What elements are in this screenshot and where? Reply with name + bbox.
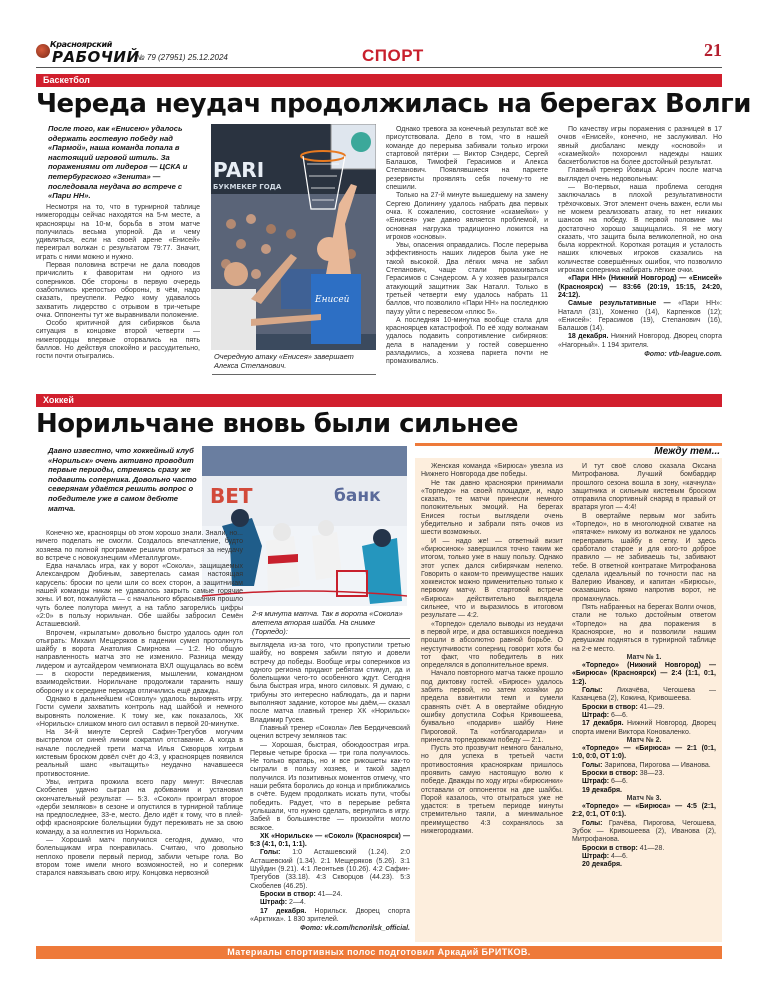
logo-main-text: РАБОЧИЙ: [52, 48, 140, 66]
penalty: [572, 853, 716, 861]
goals: [572, 762, 716, 770]
paragraph: И тут своё слово сказала Оксана Митрофанова. Лучший бомбардир прошлого сезона вошла в зону, «качнула» защитника и сильным кистевым броском отправила спортивный снаряд в правый от вратаря угол — 4:4!: [572, 463, 716, 512]
match-2: [572, 737, 716, 795]
paragraph: Конечно же, красноярцы об этом хорошо знали. Знали, но... ничего поделать не смогли. Создалось впечатление, будто хозяева по полной программе решили отыграться за неудачу во встрече с новокузнецким «Металлургом».: [36, 530, 243, 562]
paragraph: выглядела из-за того, что пропустили третью шайбу, но вовремя забили пятую и довели встречу до победы. Вообще игры соперников из одного региона придают ребятам стимул, да и болельщики чего-то особенного ждут. Сегодня была быстрая игра, много силовых. Я думаю, с трибуны это интересно наблюдать, да и парни выполняют задание, которое мы даём,— сказал после матча главный тренер ХК «Норильск» Владимир Гусев.: [250, 642, 410, 724]
match-date-venue: [250, 908, 410, 925]
penalty-value: 4—6.: [611, 852, 628, 860]
paragraph: По качеству игры поражения с разницей в 17 очков «Енисей», конечно, не заслуживал. Но явный дисбаланс между «основой» и «скамейкой» похоронил надежды наших баскетболистов на более достойный результат.: [558, 126, 722, 167]
match-1: [572, 654, 716, 737]
paragraph: Пусть это прозвучит немного банально, но для успеха в третьей части противостояния краснояркам пришлось проявить самую настоящую волю к победе. Дважды по ходу игры «бирюсинки» отставали от оппоненток на две шайбы. Порой казалось, что отыграться уже не удастся: в третьем периоде минуты стремительно таяли, а минимальное преимущество 4:3 сохранялось за нижегородками.: [421, 745, 563, 836]
paragraph: — Хорошая, быстрая, обоюдоострая игра. Первые четыре броска — три гола получилось. Не только вратарь, но и все рикошеты как-то сыграли в пользу хозяев, и такой задел получился. Из позитивных моментов отмечу, что наши ребята боролись до конца и приближались в счёте. Будем продолжать искать пути, чтобы победить. Радует, что в перерыве ребята услышали, что нужно сделать, вернулись в игру. Забей в большинстве — произойти могло всякое.: [250, 741, 410, 832]
newspaper-page: [36, 0, 751, 1000]
paragraph: Главный тренер «Сокола» Лев Бердичевский оценил встречу земляков так:: [250, 724, 410, 741]
photo-caption-hockey: 2-я минута матча. Так в ворота «Сокола» влетела вторая шайба. На снимке (Торпедо):: [252, 609, 403, 636]
caption-divider: [250, 638, 410, 639]
paragraph: Увы, опасения оправдались. После перерыва эффективность наших лидеров была уже не такой высокой. Два лёгких мяча не забил Степанович, чаще стали промахиваться Герасимов с Сэндерсом. А у хозяев разыгрался атакующий защитник Зак Наталл. Только в третьей четверти ему удалось набрать 11 баллов, что позволило «Пари НН» на последнюю паузу уйти с перевесом «плюс 5».: [386, 242, 548, 316]
shots-label: Броски в створ:: [260, 890, 316, 898]
paragraph: На 34-й минуте Сергей Сафин-Трегубов могучим выстрелом от синей линии сократил отставание. А когда в начале последней трети матча Илья Скворцов хитрым кистевым броском довёл счёт до 4:3, у красноярцев появился реальный шанс «вытащить» неудачно начавшееся противостояние.: [36, 729, 243, 778]
match-date: 17 декабря.: [582, 720, 624, 728]
shots-label: Броски в створ:: [582, 769, 638, 777]
paragraph: В овертайме первым мог забить «Торпедо», но в многолюдной схватке на «пятачке» никому из волжанок не удалось переправить шайбу в сетку. И здесь сработало старое и для кого-то доброе правило — не забиваешь ты, забивают тебе. В ответной контратаке Митрофанова сделала идеальный по точности пас на Валерию Иванову, и капитан «Бирюсы», оказавшись прямо напротив ворот, не промахнулась.: [572, 512, 716, 603]
rubric-hockey: Хоккей: [36, 394, 722, 407]
paragraph: Едва началась игра, как у ворот «Сокола», защищаемых Александром Дюбиным, завертелась самая настоящая карусель: броски по цели шли со всех сторон, а защитникам нашей команды никак не удавалось закрыть самые горячие зоны. И вот, пожалуйста — с начального вбрасывания прошло чуть более полутора минут, а на табло загорелись цифры «2:0» в пользу норильчан. Обе шайбы забросил Семён Асташевский.: [36, 563, 243, 629]
article-hockey-col2: [250, 642, 410, 942]
goals-text: 1:0 Асташевский (1.24). 2:0 Асташевский (1.34). 2:1 Мещеряков (5.26). 3:1 Шуйдин (9.21). 4:1 Леонтьев (10.26). 4:2 Сафин-Трегубов (33.18). 4:3 Скворцов (44.23). 5:3 Скобелев (46.25).: [250, 849, 410, 890]
logo-top-text: Красноярский: [50, 40, 113, 49]
paragraph: Женская команда «Бирюса» увезла из Нижнего Новгорода две победы.: [421, 463, 563, 479]
headline-basketball: Череда неудач продолжилась на берегах Волги: [36, 89, 751, 119]
sidebar-between: [415, 458, 722, 942]
penalty: [572, 712, 716, 720]
goals-label: Голы:: [582, 819, 603, 827]
goals: [250, 849, 410, 890]
masthead-divider: [36, 67, 722, 68]
match-venue: Нижний Новгород. Дворец спорта «Нагорный». 1 194 зрителя.: [558, 333, 722, 349]
sidebar-title: Между тем...: [654, 446, 720, 457]
goals: [572, 820, 716, 845]
match-venue: Нижний Новгород. Дворец спорта имени Виктора Коноваленко.: [572, 720, 716, 736]
photo-credit: Фото: vk.com/hcnorilsk_official.: [300, 925, 410, 933]
headline-hockey: Норильчане вновь были сильнее: [36, 409, 519, 439]
match-title: Матч № 3.: [626, 794, 662, 802]
goals-label: Голы:: [260, 849, 281, 857]
issue-number: № 79 (27951) 25.12.2024: [136, 53, 228, 62]
arena-ad-text-2: банк: [334, 486, 381, 506]
paragraph: «Торпедо» сделало выводы из неудачи в первой игре, и два оставшихся поединка прошли в абсолютно равной борьбе. О неуступчивости соперниц говорит хотя бы тот факт, что победитель в них определялся в дополнительное время.: [421, 620, 563, 670]
shots-value: 41—24.: [317, 890, 343, 898]
lead-hockey: Давно известно, что хоккейный клуб «Норильск» очень активно проводит первые периоды, стремясь сразу же подавить соперника. Довольно часто северянам удаётся решить вопрос о победителе уже в самом дебюте матча.: [48, 446, 197, 513]
penalty-label: Штраф:: [260, 899, 288, 907]
logo-emblem-icon: [36, 44, 50, 58]
shots-value: 41—28.: [639, 844, 665, 852]
sidebar-col1: [421, 463, 563, 939]
shots-label: Броски в створ:: [582, 844, 638, 852]
paragraph: Первая половина встречи не дала поводов причислить к фаворитам ни одного из соперников. Обе стороны в первую очередь озаботились крепостью обороны, в чём, надо сказать, преуспели. Редко кому удавалось захватить лидерство с отрывом в три-четыре очка. Оппоненты тут же выравнивали положение.: [36, 262, 200, 319]
match-date-venue: [572, 720, 716, 737]
penalty-value: 6—6.: [611, 711, 628, 719]
top-scorers-text: «Пари НН»: Наталл (31), Хоменко (14), Карпенков (12); «Енисей»: Герасимов (19), Степанович (16), Балашов (14).: [558, 300, 722, 333]
shots-value: 38—23.: [639, 769, 665, 777]
paragraph: Главный тренер Йовица Арсич после матча выглядел очень недовольным:: [558, 167, 722, 183]
pari-banner-text: PARI: [213, 158, 265, 182]
paragraph: Несмотря на то, что в турнирной таблице нижегородцы сейчас находятся на 5-м месте, а красноярцы на 10-м, борьба в этом матче получилась весьма упорной. Да и чему удивляться, если на своей арене «Енисей» переиграл волжан с результатом 79:77. Значит, играть с ними можно и нужно.: [36, 204, 200, 261]
lead-basketball: После того, как «Енисею» удалось одержать гостевую победу над «Пармой», наша команда попала в настоящий игровой штиль. За поражениями от лидеров — ЦСКА и петербургского «Зенита» — последовала неудача во встрече с «Пари НН».: [48, 124, 188, 201]
match-result: «Пари НН» (Нижний Новгород) — «Енисей» (Красноярск) — 83:66 (20:19, 15:15, 24:20, 24:12).: [558, 275, 722, 299]
rubric-basketball: Баскетбол: [36, 74, 722, 87]
paragraph: Особо критичной для сибиряков была ситуация в концовке второй четверти — нижегородцы впервые оторвались на пять баллов. Но действуя спокойно и рассудительно, гости почти отыгрались.: [36, 320, 200, 361]
match-venue: Норильск. Дворец спорта «Арктика». 1 830 зрителей.: [250, 907, 410, 923]
match-title: Матч № 1.: [626, 653, 662, 661]
goals-text: Лихачёва, Чегошева — Казанцева (2), Кожина, Кривошеева.: [572, 687, 716, 703]
paragraph: Пять набранных на берегах Волги очков, стали не только достойным ответом «Торпедо» на два поражения в Красноярске, но и позволили нашим девушкам подняться в турнирной таблице на 2-е место.: [572, 604, 716, 653]
match-title: Матч № 2.: [626, 736, 662, 744]
match-result: «Торпедо» — «Бирюса» — 4:5 (2:1, 2:2, 0:1, ОТ 0:1).: [572, 803, 716, 819]
photo-credit: Фото: vtb-league.com.: [644, 351, 722, 359]
goals-text: Грачёва, Пирогова, Чегошева, Зубок — Кривошеева (2), Иванова (2), Митрофанова.: [572, 819, 716, 844]
goals: [572, 687, 716, 704]
penalty-label: Штраф:: [582, 852, 610, 860]
penalty: [250, 899, 410, 907]
shots-value: 41—29.: [639, 703, 665, 711]
page-number: 21: [704, 40, 722, 60]
goals-text: Зарипова, Пирогова — Иванова.: [604, 761, 711, 769]
top-scorers: [558, 300, 722, 333]
shots: [250, 891, 410, 899]
penalty-value: 6—6.: [611, 778, 628, 786]
shots-label: Броски в створ:: [582, 703, 638, 711]
match-result: «Торпедо» — «Бирюса» — 2:1 (0:1, 1:0, 0:0, ОТ 1:0).: [572, 745, 716, 761]
match-date: 19 декабря.: [582, 786, 623, 794]
match-date: 18 декабря.: [568, 333, 609, 341]
paragraph: Однако тревога за конечный результат всё же присутствовала. Дело в том, что в нашей команде до перерыва забивали только игроки стартовой пятёрки — Виктор Сэндерс, Сергей Балашов, Тимофей Герасимов и Алекса Степанович. Появлявшиеся на паркете резервисты проявлять себя почему-то не спешили.: [386, 126, 548, 192]
shots: [572, 770, 716, 778]
match-date-venue: [558, 333, 722, 350]
jersey-text: Енисей: [315, 295, 350, 305]
penalty-value: 2—4.: [289, 899, 306, 907]
shots: [572, 704, 716, 712]
article-basketball-col3: [386, 126, 548, 390]
arena-ad-text: BET: [210, 484, 253, 508]
penalty-label: Штраф:: [582, 711, 610, 719]
shots: [572, 845, 716, 853]
paragraph: Увы, интрига прожила всего пару минут: Вячеслав Скобелев удачно сыграл на добивании и установил окончательный результат — 5:3. «Сокол» проиграл второе «дерби земляков» в сезоне и опустился в турнирной таблице на предпоследнее, 33-е, место. Дело идёт к тому, что в плей-офф красноярские болельщики будут переживать не за свою команду, а за коллектив из Норильска.: [36, 778, 243, 836]
article-basketball-col1: [36, 204, 200, 390]
paragraph: Не так давно красноярки принимали «Торпедо» на своей площадке, и, надо сказать, те матчи принесли немного положительных эмоций. На берегах Енисея гостьи выглядели очень убедительно и забрали пять очков из шести возможных.: [421, 479, 563, 537]
match-date: 17 декабря.: [260, 907, 307, 915]
match-result: «Торпедо» (Нижний Новгород) — «Бирюса» (Красноярск) — 2:4 (1:1, 0:1, 1:2).: [572, 662, 716, 686]
masthead: [36, 38, 722, 68]
article-hockey-col1: [36, 530, 243, 940]
paragraph: Однако в дальнейшем «Соколу» удалось выровнять игру. Гости сумели захватить контроль над шайбой и немного выровнять положение. К тому же, как показалось, ХК «Норильск» слишком много сил оставил в первой 20-минутке.: [36, 695, 243, 728]
newspaper-logo[interactable]: [36, 40, 140, 66]
paragraph: И — надо же! — ответный визит «бирюсинок» завершился точно таким же итогом, только уже в нашу пользу. Однако этот успех дался сибирячкам нелегко. Говорить о каком-то преимуществе наших хоккеисток можно применительно только к первому матчу. В стартовой встрече «Бирюса» действительно выглядела сильнее, что и выразилось в итоговом результате — 4:2.: [421, 537, 563, 620]
penalty: [572, 778, 716, 786]
paragraph: Впрочем, «крылатым» довольно быстро удалось один гол отыграть: Михаил Мещеряков в падении сумел протолкнуть шайбу в ворота Анатолия Смирнова — 1:2. Но общую направленность матча это не изменило. Разница между лидером и аутсайдером чемпионата ВХЛ ощущалась во всём — в скорости передвижения, мышлении, командном взаимодействии. Норильчане продолжали таранить нашу оборону и к середине периода отличились ещё дважды.: [36, 629, 243, 695]
article-basketball-col4: [558, 126, 722, 390]
footer-credits: Материалы спортивных полос подготовил Аркадий БРИТКОВ.: [36, 946, 722, 959]
caption-divider: [212, 374, 376, 375]
photo-basketball[interactable]: [211, 124, 376, 350]
sidebar-col2: [572, 463, 716, 939]
top-scorers-label: Самые результативные —: [568, 300, 671, 308]
match-result: ХК «Норильск» — «Сокол» (Красноярск) — 5:3 (4:1, 0:1, 1:1).: [250, 832, 410, 849]
goals-label: Голы:: [582, 761, 603, 769]
paragraph: Начало повторного матча также прошло под диктовку гостей. «Бирюсе» удалось забить первой, но затем хозяйки до предела взвинтили темп и сумели сравнять счёт. А в овертайме обидную ошибку допустила Софья Кривошеева, буквально «подарив» шайбу Нине Пироговой. Та «отблагодарила» и принесла торпедовкам победу — 2:1.: [421, 670, 563, 744]
penalty-label: Штраф:: [582, 778, 610, 786]
paragraph: А последняя 10-минутка вообще стала для красноярцев катастрофой. По её ходу волжанам удалось подавить сопротивление сибиряков: дела в нападении у гостей совершенно разладились, а хозяева паркета почти не промахивались.: [386, 316, 548, 366]
paragraph: — Во-первых, наша проблема сегодня заключалась в плохой результативности трёхочковых. Этот элемент очень важен, если мы не можем реализовать атаку, то нет никаких шансов на победу. В первой половине мы достаточно хорошо защищались. Я не могу сказать, что защита была великолепной, но она была корректной. Короткая ротация и усталость наших ключевых игроков сказались на количестве совершённых ошибок, что позволило игрокам соперника набирать лёгкие очки.: [558, 184, 722, 275]
pari-banner-subtext: БУКМЕКЕР ГОДА: [213, 183, 282, 191]
match-3: [572, 795, 716, 870]
photo-caption-basketball: Очередную атаку «Енисея» завершает Алекса Степанович.: [214, 352, 354, 370]
paragraph: — Хороший матч получился сегодня, думаю, что болельщикам игра понравилась. Считаю, что довольно неплохо провели первый период, забили четыре гола. Во втором тоже имели много возможностей, но и соперник старался навязывать свою игру. Концовка нервозной: [36, 836, 243, 878]
section-name: СПОРТ: [362, 46, 424, 65]
goals-label: Голы:: [582, 687, 603, 695]
paragraph: Только на 27-й минуте вышедшему на замену Сергею Долинину удалось набрать два первых очка. К сожалению, состояние «скамейки» у «Енисея» уже давно является проблемой, и основная нагрузка традиционно ложится на игроков «основы».: [386, 192, 548, 241]
match-date: 20 декабря.: [582, 861, 623, 869]
